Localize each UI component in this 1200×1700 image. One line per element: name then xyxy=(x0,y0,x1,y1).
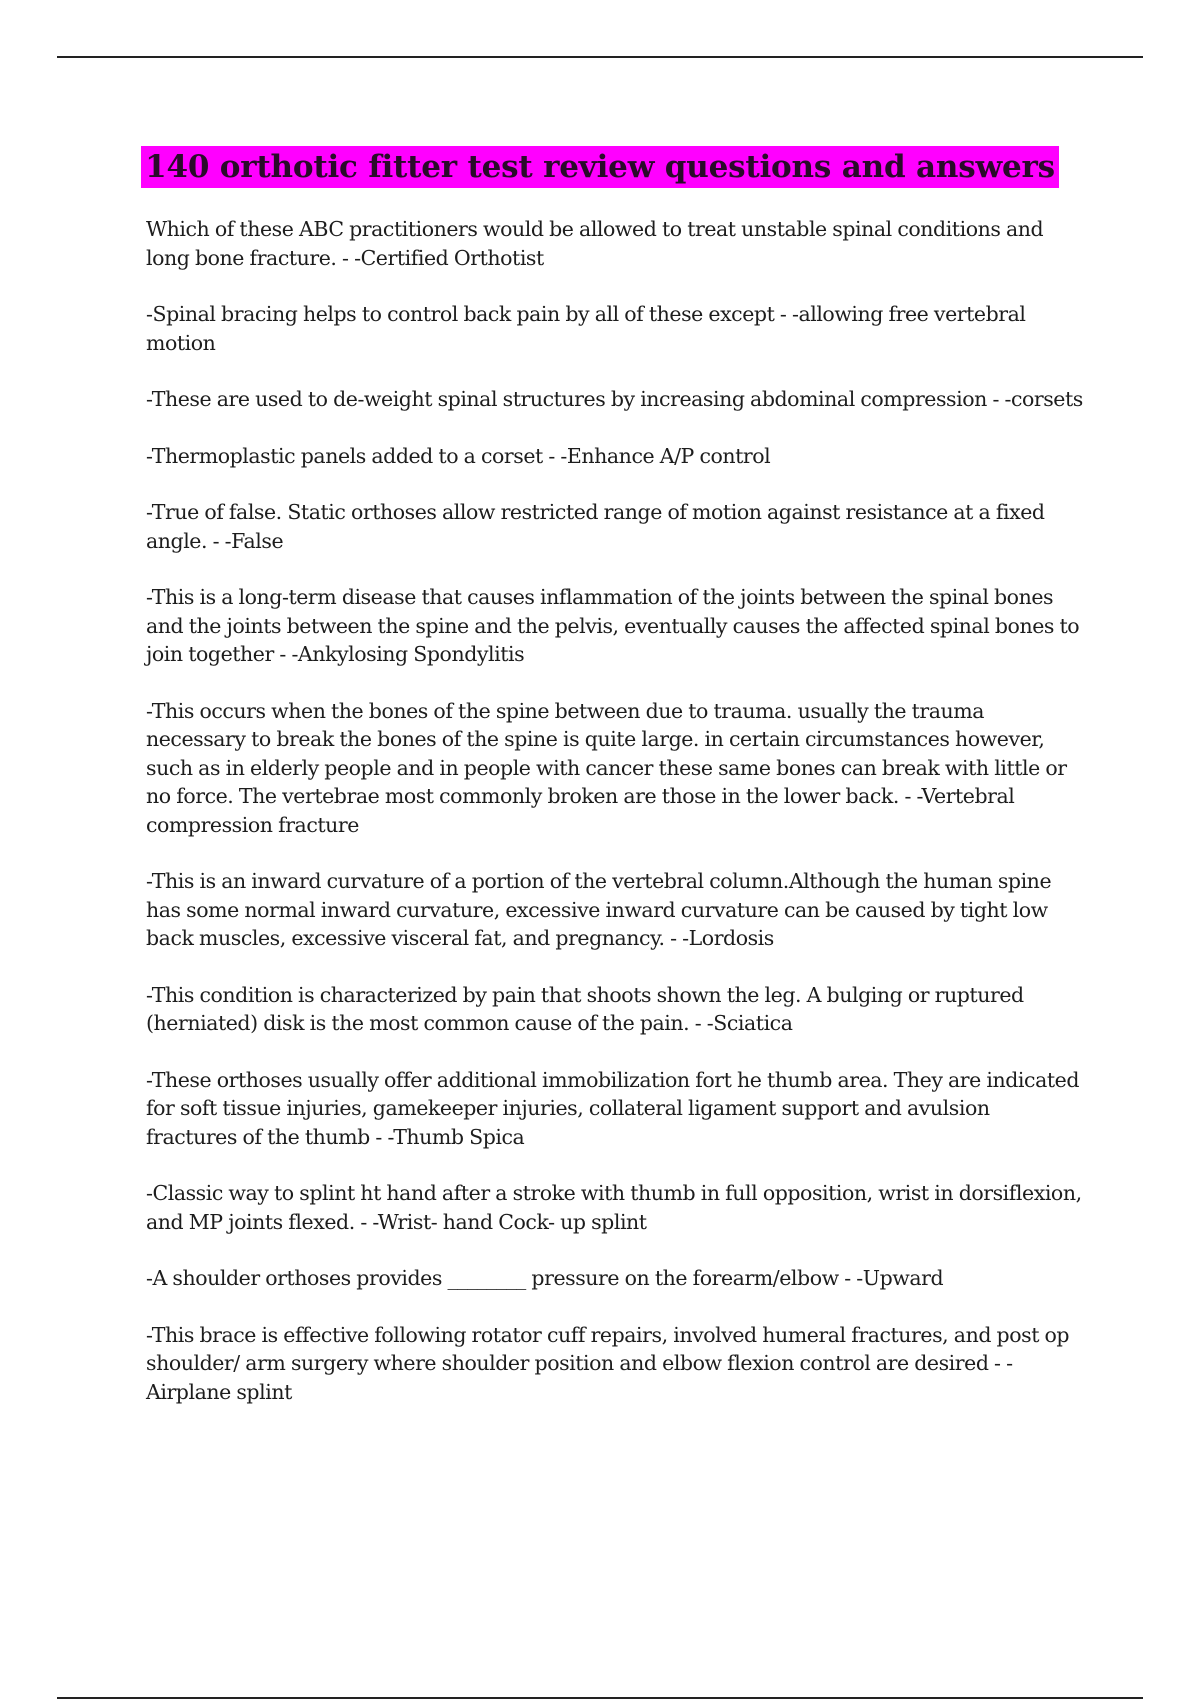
title-block xyxy=(0,146,1200,188)
top-rule xyxy=(57,56,1143,58)
qa-item: -This is a long-term disease that causes inflammation of the joints between the spinal bones and the joints between the spine and the pelvis, eventually causes the affected spinal bones to join together - -Ankylosing Spondylitis xyxy=(146,585,1080,666)
qa-item: -These orthoses usually offer additional immobilization fort he thumb area. They are indicated for soft tissue injuries, gamekeeper injuries, collateral ligament support and avulsion fractures of the thumb - -Thumb Spica xyxy=(146,1067,1079,1149)
qa-item: -True of false. Static orthoses allow restricted range of motion against resistance at a fixed angle. - -False xyxy=(146,500,1045,553)
qa-item: -Thermoplastic panels added to a corset - -Enhance A/P control xyxy=(146,443,771,468)
qa-list xyxy=(146,215,1086,1434)
qa-item: -A shoulder orthoses provides ________ pressure on the forearm/elbow - -Upward xyxy=(146,1266,944,1290)
bottom-rule xyxy=(57,1697,1143,1699)
qa-item: -Classic way to splint ht hand after a stroke with thumb in full opposition, wrist in dorsiflexion, and MP joints flexed. - -Wrist- hand Cock- up splint xyxy=(146,1181,1082,1234)
qa-item: -Spinal bracing helps to control back pain by all of these except - -allowing free vertebral motion xyxy=(146,302,1026,355)
qa-item: -This brace is effective following rotator cuff repairs, involved humeral fractures, and post op shoulder/ arm surgery where shoulder position and elbow flexion control are desired - -Airplane splint xyxy=(146,1322,1070,1404)
document-title: 140 orthotic fitter test review questions and answers xyxy=(141,146,1059,188)
qa-item: -This occurs when the bones of the spine between due to trauma. usually the trauma necessary to break the bones of the spine is quite large. in certain circumstances however, such as in elderly people and in people with cancer these same bones can break with little or no force. The vertebrae most commonly broken are those in the lower back. - -Vertebral compression fracture xyxy=(146,698,1067,837)
qa-item: -This condition is characterized by pain that shoots shown the leg. A bulging or ruptured (herniated) disk is the most common cause of the pain. - -Sciatica xyxy=(146,982,1024,1035)
qa-item: Which of these ABC practitioners would be allowed to treat unstable spinal conditions and long bone fracture. - -Certified Orthotist xyxy=(146,217,1044,270)
qa-item: -This is an inward curvature of a portion of the vertebral column.Although the human spine has some normal inward curvature, excessive inward curvature can be caused by tight low back muscles, excessive visceral fat, and pregnancy. - -Lordosis xyxy=(146,869,1052,950)
qa-item: -These are used to de-weight spinal structures by increasing abdominal compression - -corsets xyxy=(146,387,1083,411)
